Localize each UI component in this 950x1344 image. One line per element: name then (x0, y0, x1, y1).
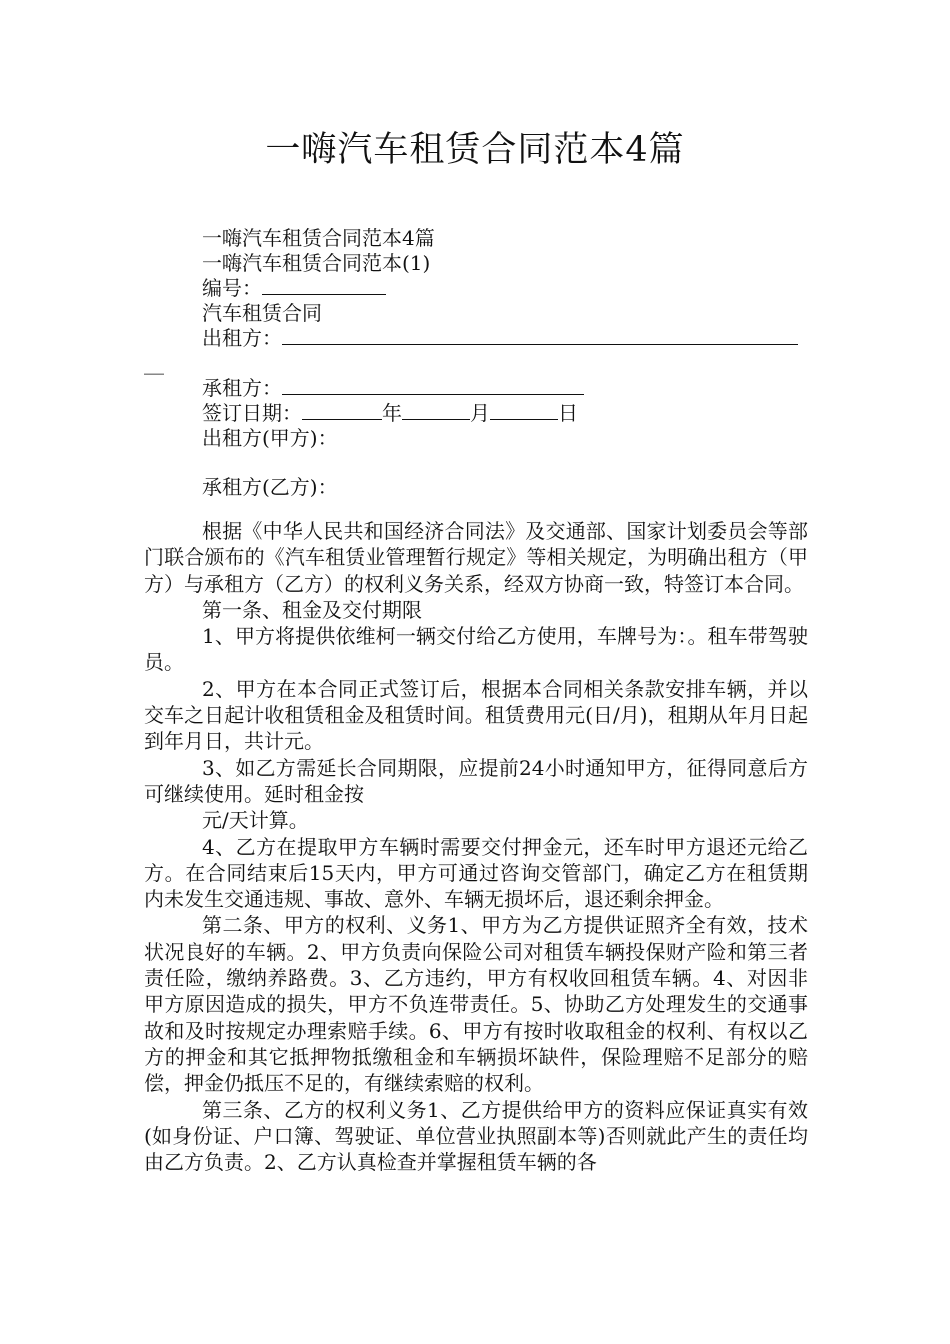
document-title: 一嗨汽车租赁合同范本4篇 (265, 130, 685, 170)
number-label: 编号： (202, 276, 262, 300)
number-line (202, 276, 386, 300)
date-line (202, 401, 578, 425)
paragraph: 第二条、甲方的权利、义务1、甲方为乙方提供证照齐全有效，技术状况良好的车辆。2、甲方负责向保险公司对租赁车辆投保财产险和第三者责任险，缴纳养路费。3、乙方违约，甲方有权收回租赁车辆。4、对因非甲方原因造成的损失，甲方不负连带责任。5、协助乙方处理发生的交通事故和及时按规定办理索赔手续。6、甲方有按时收取租金的权利、有权以乙方的押金和其它抵押物抵缴租金和车辆损坏缺件，保险理赔不足部分的赔偿，押金仍抵压不足的，有继续索赔的权利。 (144, 913, 808, 1096)
section-title: 一嗨汽车租赁合同范本(1) (202, 251, 431, 275)
paragraph: 第三条、乙方的权利义务1、乙方提供给甲方的资料应保证真实有效(如身份证、户口簿、驾驶证、单位营业执照副本等)否则就此产生的责任均由乙方负责。2、乙方认真检查并掌握租赁车辆的各 (144, 1097, 808, 1175)
paragraph: 第一条、租金及交付期限 (202, 597, 422, 622)
lessee-party: 承租方(乙方)： (202, 475, 338, 499)
paragraph: 4、乙方在提取甲方车辆时需要交付押金元，还车时甲方退还元给乙方。在合同结束后15天内，甲方可通过咨询交管部门，确定乙方在租赁期内未发生交通违规、事故、意外、车辆无损坏后，退还剩余押金。 (144, 834, 808, 912)
lessor-line (202, 326, 798, 350)
paragraph: 根据《中华人民共和国经济合同法》及交通部、国家计划委员会等部门联合颁布的《汽车租赁业管理暂行规定》等相关规定，为明确出租方（甲方）与承租方（乙方）的权利义务关系，经双方协商一致，特签订本合同。 (144, 519, 808, 596)
lessor-party: 出租方(甲方)： (202, 426, 338, 450)
contract-body (144, 518, 808, 1175)
lessee-label: 承租方： (202, 376, 282, 400)
paragraph: 2、甲方在本合同正式签订后，根据本合同相关条款安排车辆，并以交车之日起计收租赁租金及租赁时间。租赁费用元(日/月)，租期从年月日起到年月日，共计元。 (144, 676, 808, 754)
paragraph: 3、如乙方需延长合同期限，应提前24小时通知甲方，征得同意后方可继续使用。延时租金按 (144, 755, 808, 806)
paragraph: 元/天计算。 (202, 808, 309, 833)
lessor-blank (282, 326, 798, 345)
day-blank (490, 401, 558, 420)
month-blank (402, 401, 470, 420)
lessor-overflow: __ (144, 351, 164, 375)
lessee-line (202, 376, 584, 400)
lessor-label: 出租方： (202, 326, 282, 350)
subtitle: 一嗨汽车租赁合同范本4篇 (202, 226, 435, 250)
paragraph: 1、甲方将提供依维柯一辆交付给乙方使用，车牌号为：。租车带驾驶员。 (144, 624, 808, 675)
lessee-blank (282, 376, 584, 395)
month-label: 月 (470, 401, 490, 425)
date-label: 签订日期： (202, 401, 302, 425)
year-label: 年 (382, 401, 402, 425)
day-label: 日 (558, 401, 578, 425)
contract-name: 汽车租赁合同 (202, 301, 322, 325)
number-blank (262, 276, 386, 295)
year-blank (302, 401, 382, 420)
